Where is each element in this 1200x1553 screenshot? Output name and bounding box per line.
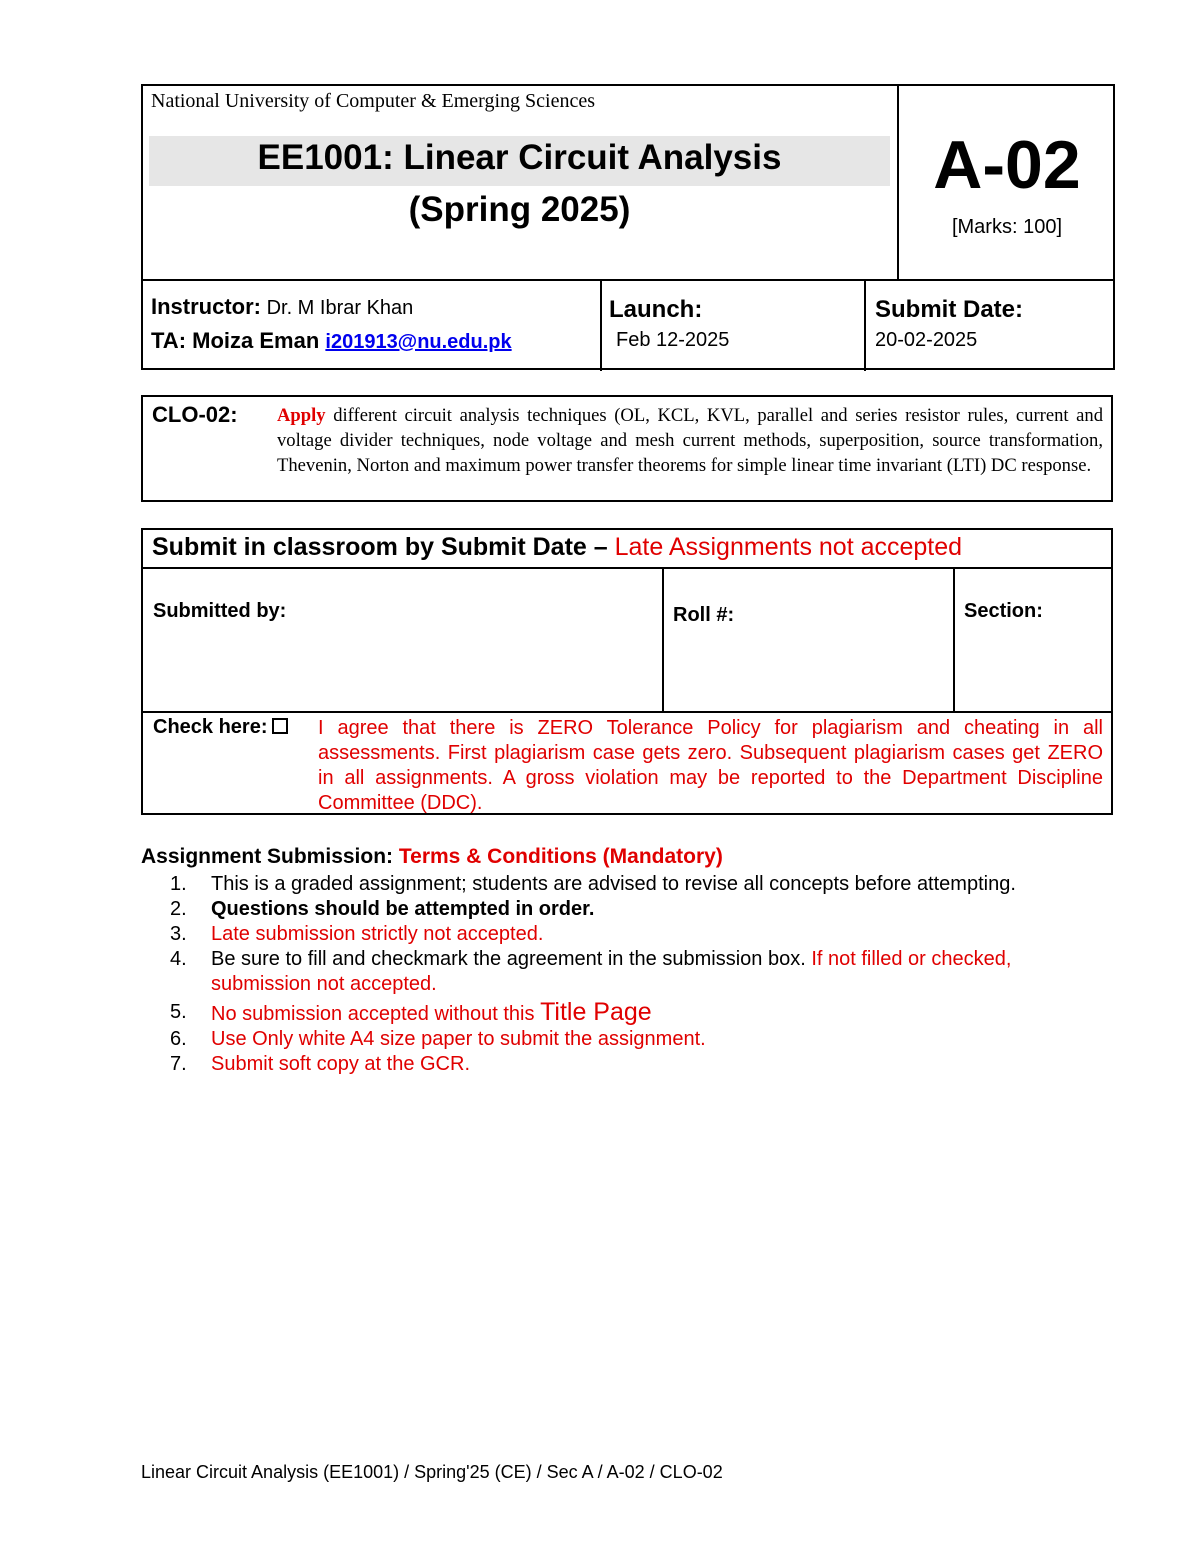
ta-email-link[interactable]: i201913@nu.edu.pk — [325, 331, 512, 353]
item-text: Late submission strictly not accepted. — [211, 923, 544, 945]
submitted-by-label: Submitted by: — [153, 600, 287, 622]
roll-label: Roll #: — [673, 604, 735, 626]
item-text-big: Title Page — [540, 998, 652, 1026]
marks: [Marks: 100] — [951, 216, 1063, 238]
ta-label: TA: Moiza Eman — [151, 328, 320, 353]
list-item — [170, 947, 1102, 997]
agreement-checkbox[interactable] — [272, 718, 288, 734]
item-number: 2. — [170, 898, 187, 920]
check-here — [153, 716, 288, 739]
item-text: No submission accepted without this — [211, 1003, 535, 1025]
instructor-label: Instructor: — [151, 294, 261, 319]
submission-table — [141, 528, 1113, 815]
list-item — [170, 1027, 1102, 1052]
check-label: Check here: — [153, 716, 268, 738]
list-item — [170, 897, 1102, 922]
agreement-text: I agree that there is ZERO Tolerance Policy for plagiarism and cheating in all assessments. First plagiarism case gets zero. Subsequent plagiarism cases get ZERO in all assignments. A gross violation may be reported to the Department Discipline Committee (DDC). — [318, 717, 1103, 814]
item-number: 3. — [170, 923, 187, 945]
list-item — [170, 1000, 1102, 1027]
item-number: 6. — [170, 1028, 187, 1050]
launch-date: Feb 12-2025 — [616, 329, 730, 351]
clo-text: different circuit analysis techniques (OL, KCL, KVL, parallel and series resistor rules, current and voltage divider techniques, node voltage and mesh current methods, superposition, source transformation, Thevenin, Norton and maximum power transfer theorems for simple linear time invariant (LTI) DC response. — [277, 405, 1103, 476]
item-text: This is a graded assignment; students are advised to revise all concepts before attempting. — [211, 873, 1016, 895]
list-item — [170, 1052, 1102, 1077]
divider — [864, 281, 866, 371]
submit-date-label: Submit Date: — [875, 296, 1024, 323]
item-text: Use Only white A4 size paper to submit the assignment. — [211, 1028, 706, 1050]
item-number: 7. — [170, 1053, 187, 1075]
late-note: Late Assignments not accepted — [614, 533, 963, 561]
clo-box — [141, 395, 1113, 502]
item-text: Questions should be attempted in order. — [211, 898, 595, 920]
terms-list — [170, 872, 1102, 1077]
clo-apply: Apply — [277, 405, 326, 426]
launch-label: Launch: — [609, 296, 703, 323]
item-text: Submit soft copy at the GCR. — [211, 1053, 470, 1075]
divider — [662, 569, 664, 711]
divider — [953, 569, 955, 711]
section-label: Section: — [964, 600, 1043, 622]
list-item — [170, 922, 1102, 947]
course-term: (Spring 2025) — [408, 190, 631, 229]
item-text: Be sure to fill and checkmark the agreement in the submission box. — [211, 948, 806, 970]
instructor-name: Dr. M Ibrar Khan — [266, 297, 414, 319]
submit-date: 20-02-2025 — [875, 329, 978, 351]
submission-title-text: Submit in classroom by Submit Date – — [152, 533, 608, 561]
header-table — [141, 84, 1115, 370]
terms-title-red: Terms & Conditions (Mandatory) — [398, 845, 723, 868]
ta — [151, 328, 512, 354]
clo-label: CLO-02: — [152, 402, 238, 427]
item-text-red: If not filled or checked, submission not accepted. — [211, 948, 1012, 995]
instructor — [151, 294, 413, 320]
submission-title — [152, 533, 962, 562]
divider — [600, 281, 602, 371]
terms-heading — [141, 845, 723, 869]
item-number: 1. — [170, 873, 187, 895]
terms-title: Assignment Submission: — [141, 845, 394, 868]
item-number: 4. — [170, 948, 187, 970]
university-name: National University of Computer & Emerging Sciences — [151, 90, 595, 112]
divider — [143, 279, 1113, 281]
divider — [143, 711, 1111, 713]
clo-description — [277, 403, 1103, 478]
list-item — [170, 872, 1102, 897]
item-number: 5. — [170, 1001, 187, 1023]
page-footer: Linear Circuit Analysis (EE1001) / Spring'25 (CE) / Sec A / A-02 / CLO-02 — [141, 1462, 723, 1482]
course-title: EE1001: Linear Circuit Analysis — [257, 138, 782, 177]
divider — [143, 567, 1111, 569]
assignment-id: A-02 — [933, 127, 1081, 203]
